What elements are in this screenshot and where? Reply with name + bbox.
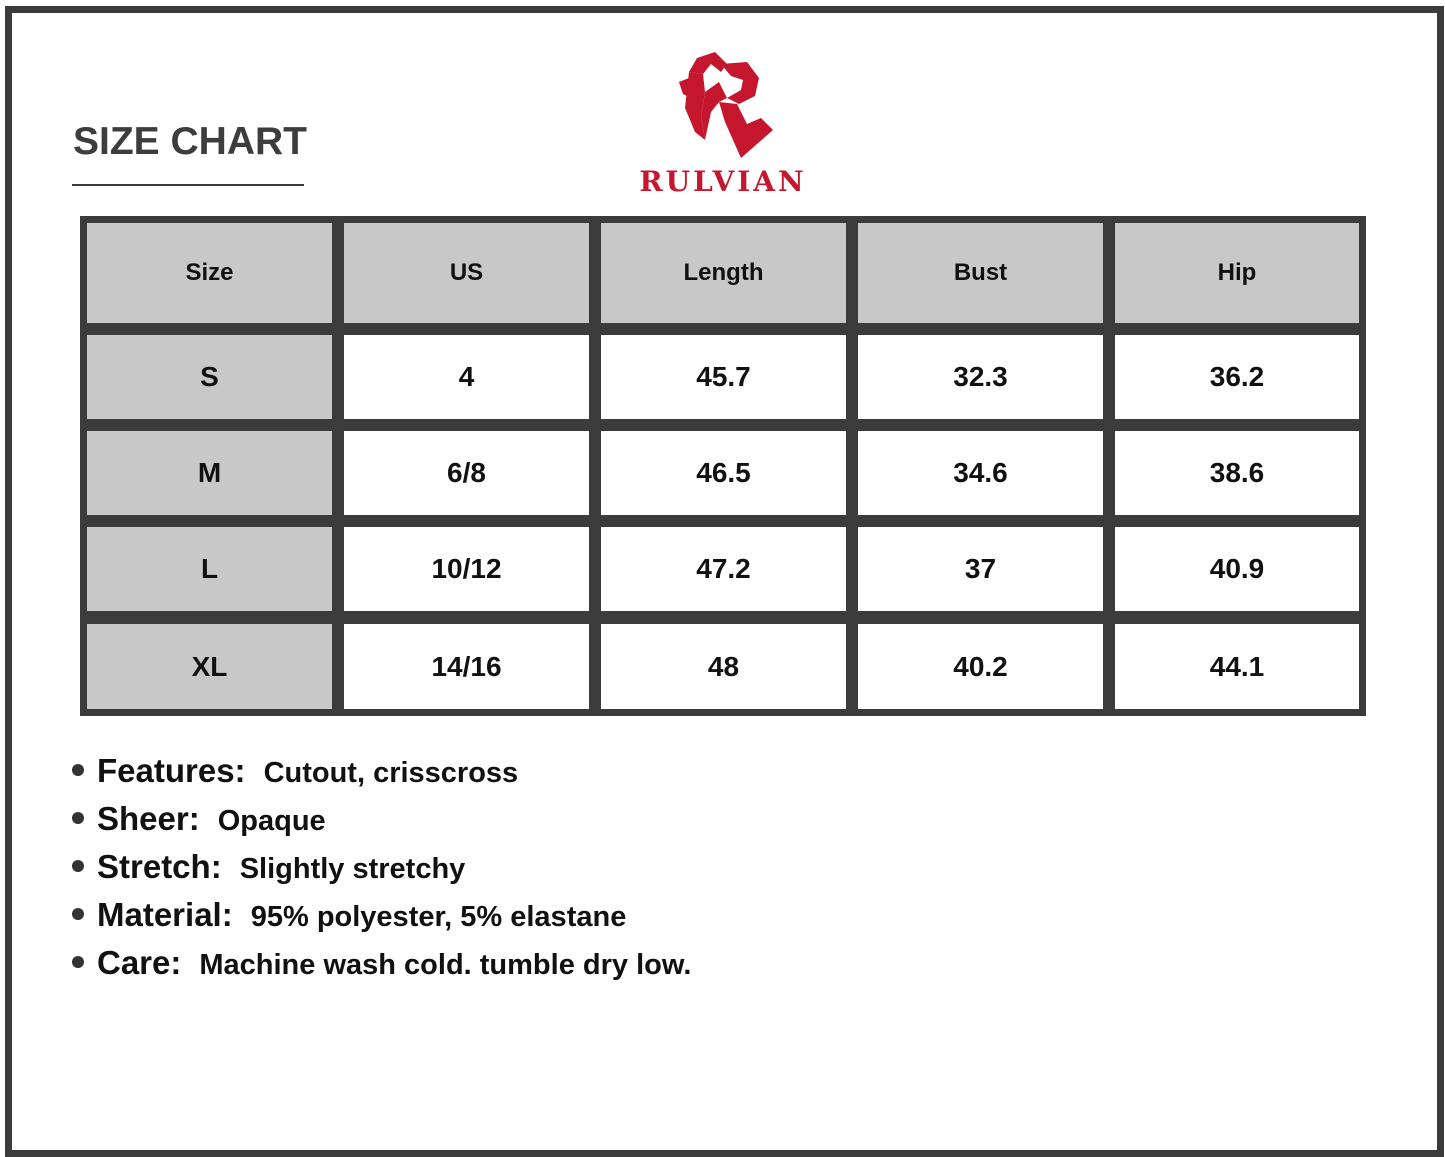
bullet-icon (72, 956, 84, 968)
bullet-icon (72, 764, 84, 776)
feature-value: 95% polyester, 5% elastane (250, 901, 627, 933)
feature-value: Opaque (217, 805, 326, 837)
table-cell: 40.2 (858, 624, 1103, 709)
table-cell: 38.6 (1115, 431, 1359, 515)
title-underline (72, 184, 304, 186)
feature-value: Cutout, crisscross (263, 757, 519, 789)
bullet-icon (72, 860, 84, 872)
feature-item-stretch (72, 848, 972, 896)
feature-item-care (72, 944, 972, 992)
feature-value: Slightly stretchy (239, 853, 466, 885)
column-header-length: Length (601, 223, 846, 323)
page-title: SIZE CHART (73, 120, 307, 163)
size-table (80, 216, 1366, 716)
feature-item-material (72, 896, 972, 944)
column-header-bust: Bust (858, 223, 1103, 323)
table-cell: 48 (601, 624, 846, 709)
bullet-icon (72, 908, 84, 920)
table-cell: 47.2 (601, 527, 846, 611)
feature-label: Stretch: (97, 848, 222, 885)
feature-item-sheer (72, 800, 972, 848)
table-cell: 37 (858, 527, 1103, 611)
row-size-label: L (87, 527, 332, 611)
table-cell: 44.1 (1115, 624, 1359, 709)
column-header-size: Size (87, 223, 332, 323)
table-cell: 32.3 (858, 335, 1103, 419)
feature-label: Sheer: (97, 800, 200, 837)
row-size-label: S (87, 335, 332, 419)
feature-label: Material: (97, 896, 233, 933)
table-cell: 10/12 (344, 527, 589, 611)
table-cell: 36.2 (1115, 335, 1359, 419)
table-cell: 14/16 (344, 624, 589, 709)
table-cell: 45.7 (601, 335, 846, 419)
product-features-list (72, 752, 972, 992)
table-cell: 40.9 (1115, 527, 1359, 611)
bullet-icon (72, 812, 84, 824)
table-cell: 6/8 (344, 431, 589, 515)
table-cell: 34.6 (858, 431, 1103, 515)
feature-item-features (72, 752, 972, 800)
column-header-hip: Hip (1115, 223, 1359, 323)
column-header-us: US (344, 223, 589, 323)
row-size-label: M (87, 431, 332, 515)
feature-value: Machine wash cold. tumble dry low. (199, 949, 692, 981)
table-cell: 46.5 (601, 431, 846, 515)
feature-label: Care: (97, 944, 182, 981)
brand-logo (620, 52, 826, 202)
brand-wordmark: RULVIAN (639, 165, 807, 198)
feature-label: Features: (97, 752, 246, 789)
row-size-label: XL (87, 624, 332, 709)
r-monogram-logo-icon (675, 52, 775, 162)
table-cell: 4 (344, 335, 589, 419)
